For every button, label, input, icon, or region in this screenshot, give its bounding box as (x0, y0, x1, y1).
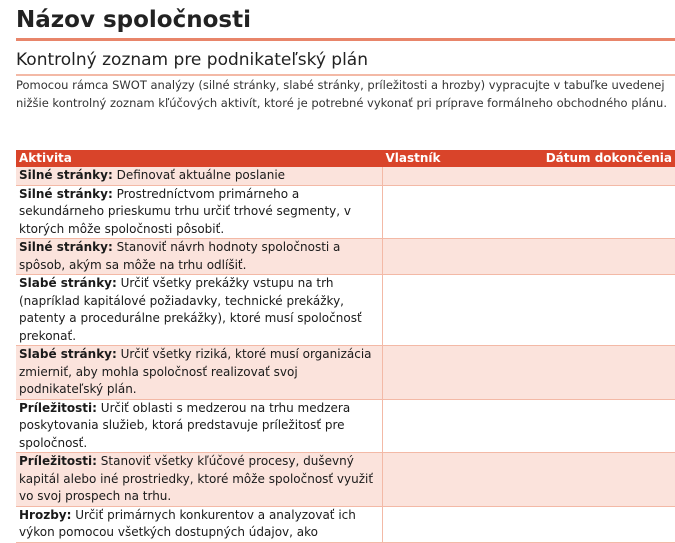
activity-category: Hrozby: (19, 507, 72, 522)
activity-text: Definovať aktuálne poslanie (116, 168, 286, 182)
activity-category: Príležitosti: (19, 400, 97, 415)
owner-cell[interactable] (383, 275, 530, 346)
owner-cell[interactable] (383, 239, 530, 275)
document-title: Kontrolný zoznam pre podnikateľský plán (16, 50, 369, 70)
table-row (16, 453, 675, 507)
activity-category: Silné stránky: (19, 186, 113, 201)
header-date: Dátum dokončenia (529, 150, 675, 167)
date-cell[interactable] (529, 453, 675, 507)
activity-category: Príležitosti: (19, 454, 97, 468)
table-row (16, 346, 675, 400)
header-activity: Aktivita (16, 150, 383, 167)
activity-text: Určiť všetky riziká, ktoré musí organizácia zmierniť, aby mohla spoločnosť realizovať svoj podnikateľský plán. (19, 347, 372, 396)
table-header-row (16, 150, 675, 167)
owner-cell[interactable] (383, 346, 530, 400)
owner-cell[interactable] (383, 185, 530, 239)
table-row (16, 506, 675, 542)
activity-text: Určiť primárnych konkurentov a analyzovať ich výkon pomocou všetkých dostupných údajov, ako (19, 507, 356, 539)
date-cell[interactable] (529, 346, 675, 400)
activity-cell[interactable] (16, 185, 383, 239)
activity-cell[interactable] (16, 346, 383, 400)
activity-category: Slabé stránky: (19, 276, 117, 290)
activity-text: Stanoviť návrh hodnoty spoločnosti a spôsob, akým sa môže na trhu odlíšiť. (19, 240, 341, 272)
table-row (16, 399, 675, 453)
date-cell[interactable] (529, 239, 675, 275)
activity-cell[interactable] (16, 506, 383, 542)
activity-text: Určiť všetky prekážky vstupu na trh (napríklad kapitálové požiadavky, technické prekážky, patenty a procedurálne prekážky), ktoré musí spoločnosť prekonať. (19, 276, 362, 343)
owner-cell[interactable] (383, 399, 530, 453)
table-row (16, 275, 675, 346)
activity-text: Stanoviť všetky kľúčové procesy, duševný kapitál alebo iné prostriedky, ktoré môže spoločnosť využiť vo svoj prospech na trhu. (19, 454, 374, 503)
activity-cell[interactable] (16, 399, 383, 453)
activity-cell[interactable] (16, 167, 383, 185)
activity-category: Slabé stránky: (19, 347, 117, 361)
checklist-table (16, 150, 675, 543)
activity-text: Prostredníctvom primárneho a sekundárneho prieskumu trhu určiť trhové segmenty, v ktorých môže spoločnosti pôsobiť. (19, 186, 352, 236)
owner-cell[interactable] (383, 167, 530, 185)
activity-cell[interactable] (16, 453, 383, 507)
subtitle-divider (16, 74, 675, 76)
date-cell[interactable] (529, 185, 675, 239)
activity-category: Silné stránky: (19, 240, 113, 254)
header-owner: Vlastník (383, 150, 530, 167)
intro-paragraph: Pomocou rámca SWOT analýzy (silné stránky, slabé stránky, príležitosti a hrozby) vypracujte v tabuľke uvedenej nižšie kontrolný zoznam kľúčových aktivít, ktoré je potrebné vykonať pri príprave formálneho obchodného plánu. (16, 78, 667, 110)
date-cell[interactable] (529, 275, 675, 346)
table-row (16, 167, 675, 185)
date-cell[interactable] (529, 167, 675, 185)
activity-category: Silné stránky: (19, 168, 113, 182)
company-name: Názov spoločnosti (16, 7, 251, 33)
owner-cell[interactable] (383, 506, 530, 542)
title-divider (16, 38, 675, 41)
activity-cell[interactable] (16, 239, 383, 275)
table-row (16, 185, 675, 239)
owner-cell[interactable] (383, 453, 530, 507)
activity-text: Určiť oblasti s medzerou na trhu medzera poskytovania služieb, ktorá predstavuje príležitosť pre spoločnosť. (19, 400, 351, 450)
activity-cell[interactable] (16, 275, 383, 346)
date-cell[interactable] (529, 506, 675, 542)
table-row (16, 239, 675, 275)
date-cell[interactable] (529, 399, 675, 453)
